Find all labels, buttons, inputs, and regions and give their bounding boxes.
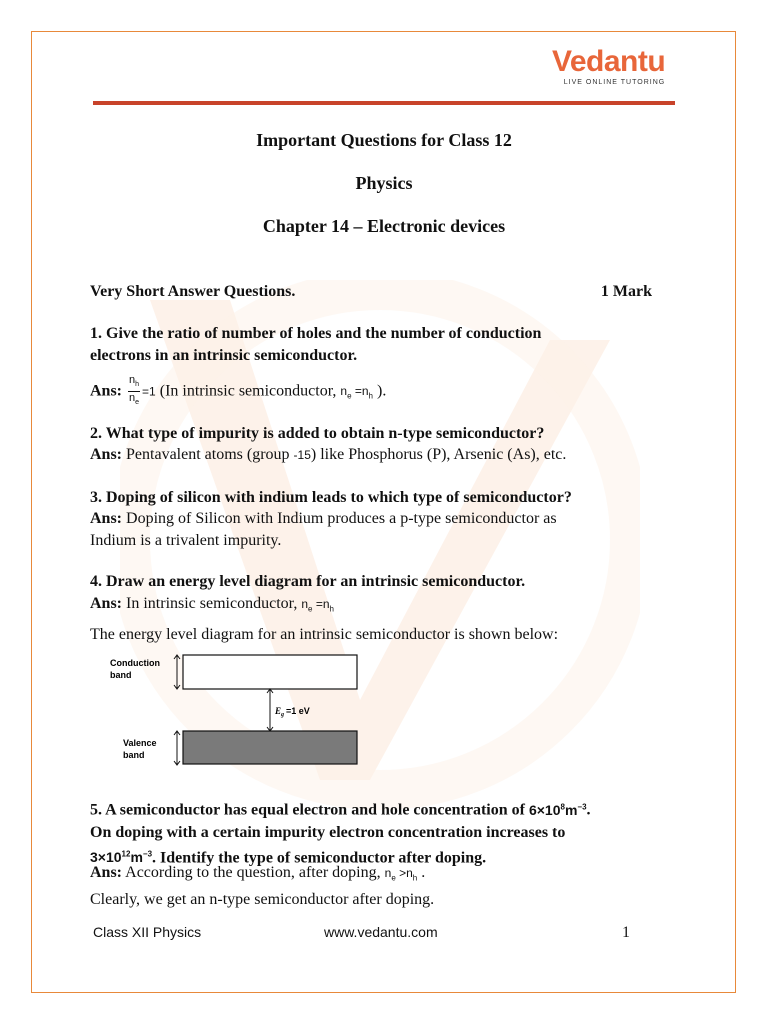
header-rule xyxy=(93,101,675,105)
answer-4-text: In intrinsic semiconductor, xyxy=(122,595,302,612)
m-nh-sub: h xyxy=(329,604,334,614)
section-marks: 1 Mark xyxy=(600,283,652,300)
answer-label: Ans: xyxy=(90,864,123,881)
group-number: -15 xyxy=(293,448,311,462)
frac-den-sub: e xyxy=(135,399,140,407)
conc1-unit: m xyxy=(564,801,578,818)
question-1-line1: 1. Give the ratio of number of holes and the number of conduction xyxy=(90,325,542,342)
ratio-eq: =1 xyxy=(142,384,156,399)
m-ne: n xyxy=(301,597,309,611)
doc-subject: Physics xyxy=(355,173,413,193)
answer-2-text: Pentavalent atoms (group xyxy=(122,446,294,463)
answer-5-line2: Clearly, we get an n-type semiconductor after doping. xyxy=(90,891,435,909)
section-label: Very Short Answer Questions. xyxy=(90,283,296,300)
m-ne: n xyxy=(384,866,392,880)
answer-2-end: ) like Phosphorus (P), Arsenic (As), etc. xyxy=(310,446,567,463)
label-conduction-1: Conduction xyxy=(110,658,160,668)
question-5-line3: . Identify the type of semiconductor after doping. xyxy=(152,849,487,867)
answer-5-text: According to the question, after doping, xyxy=(122,864,385,881)
question-2: 2. What type of impurity is added to obtain n-type semiconductor? xyxy=(90,425,545,442)
section-header xyxy=(90,283,652,301)
question-5-line2: On doping with a certain impurity electron concentration increases to xyxy=(90,823,566,841)
conc2-exp: 12 xyxy=(121,849,131,859)
answer-label: Ans: xyxy=(90,595,123,612)
question-4: 4. Draw an energy level diagram for an intrinsic semiconductor. xyxy=(90,573,526,590)
logo-name: Vedantu xyxy=(552,45,666,78)
question-5 xyxy=(90,796,680,869)
answer-5 xyxy=(90,862,680,911)
doc-chapter: Chapter 14 – Electronic devices xyxy=(262,216,506,236)
question-5-line1: 5. A semiconductor has equal electron and hole concentration of xyxy=(90,801,529,819)
m-ne: n xyxy=(340,384,348,399)
m-gt: >n xyxy=(395,866,413,880)
frac-num-sub: h xyxy=(135,381,140,389)
energy-level-diagram xyxy=(105,650,375,770)
answer-3-line2: Indium is a trivalent impurity. xyxy=(90,532,282,549)
frac-num: n xyxy=(129,374,136,386)
m-eq: =n xyxy=(312,597,330,611)
conc2-unit-exp: −3 xyxy=(142,849,153,859)
conc2-unit: m xyxy=(130,849,143,866)
answer-1-end: ). xyxy=(373,382,387,400)
m-ne-sub: e xyxy=(391,873,396,883)
conc1-exp: 8 xyxy=(560,802,565,811)
footer-class: Class XII Physics xyxy=(93,924,202,940)
ratio-fraction xyxy=(128,374,140,409)
answer-4-line2: The energy level diagram for an intrinsic semiconductor is shown below: xyxy=(90,626,559,644)
gap-e: E xyxy=(275,706,282,716)
question-5-line1-end: . xyxy=(586,801,591,819)
conduction-band xyxy=(183,655,357,689)
answer-1 xyxy=(90,374,680,409)
m-eq: =n xyxy=(351,384,369,399)
m-ne-sub: e xyxy=(308,604,313,614)
label-valence-1: Valence xyxy=(123,738,157,748)
gap-value: =1 eV xyxy=(286,706,310,716)
question-1-line2: electrons in an intrinsic semiconductor. xyxy=(90,347,358,364)
label-valence-2: band xyxy=(123,750,145,760)
answer-5-end: . xyxy=(417,864,426,881)
page-number: 1 xyxy=(622,924,630,941)
gap-sub: g xyxy=(281,712,284,718)
answer-3-line1: Doping of Silicon with Indium produces a p-type semiconductor as xyxy=(122,510,557,527)
valence-band xyxy=(183,731,357,764)
m-ne-sub: e xyxy=(347,391,352,401)
question-1 xyxy=(90,323,680,367)
doc-title: Important Questions for Class 12 xyxy=(256,130,512,150)
label-conduction-2: band xyxy=(110,670,132,680)
footer-website[interactable]: www.vedantu.com xyxy=(324,924,438,940)
conc1-base: 6×10 xyxy=(528,801,561,818)
answer-4 xyxy=(90,593,680,646)
m-nh-sub: h xyxy=(368,391,373,401)
question-3: 3. Doping of silicon with indium leads to which type of semiconductor? xyxy=(90,489,572,506)
answer-3 xyxy=(90,508,680,552)
frac-den: n xyxy=(129,392,136,405)
answer-label: Ans: xyxy=(90,510,123,527)
vedantu-logo xyxy=(552,47,665,91)
answer-label: Ans: xyxy=(90,382,123,400)
logo-tagline: LIVE ONLINE TUTORING xyxy=(563,79,666,86)
m-nh-sub: h xyxy=(412,873,418,883)
conc1-unit-exp: −3 xyxy=(577,802,587,811)
conc2-base: 3×10 xyxy=(90,849,122,866)
answer-2 xyxy=(90,444,680,466)
answer-label: Ans: xyxy=(90,446,123,463)
answer-1-text: (In intrinsic semiconductor, xyxy=(159,382,341,400)
